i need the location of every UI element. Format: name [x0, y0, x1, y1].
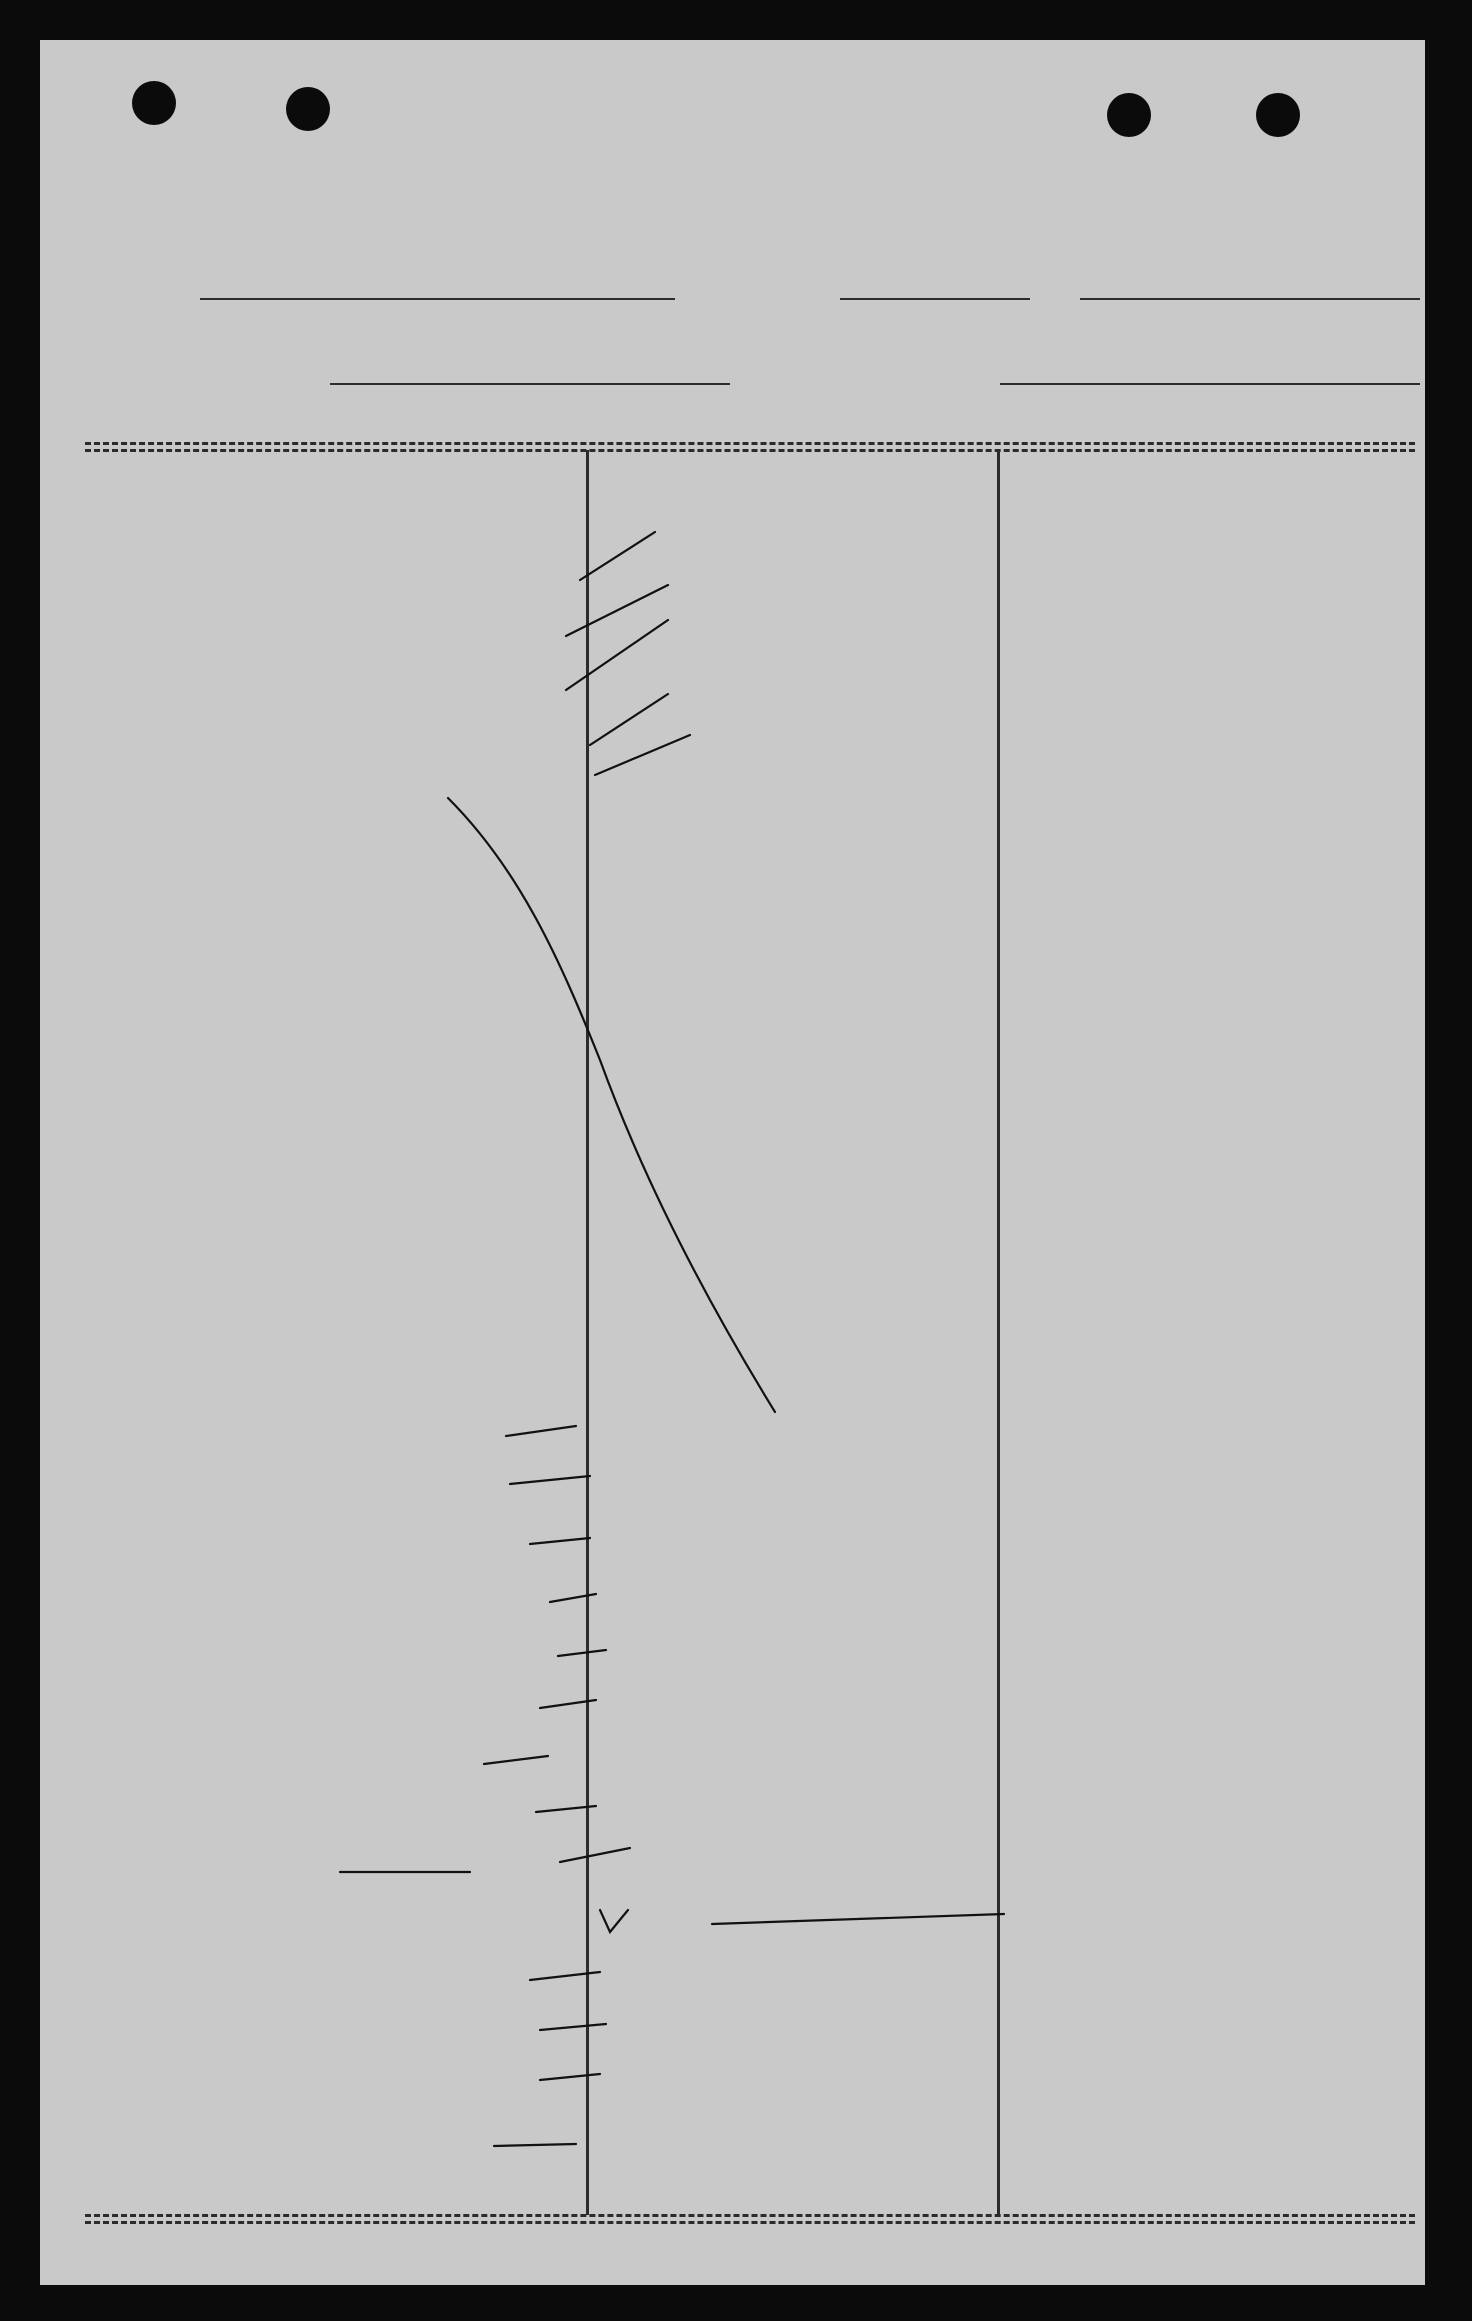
- check-mark-row-4: [590, 694, 668, 745]
- long-through-stroke: [448, 798, 775, 1412]
- dash-row-10: [558, 1650, 606, 1656]
- dash-row-9: [550, 1594, 596, 1602]
- tick-row-15: [600, 1910, 628, 1932]
- dash-row-11: [540, 1700, 596, 1708]
- dash-row-16: [530, 1972, 600, 1980]
- dash-row-12: [484, 1756, 548, 1764]
- check-mark-row-5: [595, 735, 690, 775]
- dash-row-13: [536, 1806, 596, 1812]
- dash-row-19: [494, 2144, 576, 2146]
- dash-row-8: [530, 1538, 590, 1544]
- dash-row-7: [510, 1476, 590, 1484]
- check-mark-row-1: [580, 532, 655, 580]
- dash-row-6: [506, 1426, 576, 1436]
- strike-row-15-ticket: [712, 1914, 1004, 1924]
- dash-row-14: [560, 1848, 630, 1862]
- dash-row-17: [540, 2024, 606, 2030]
- check-mark-row-3: [566, 620, 668, 690]
- check-mark-row-2: [566, 585, 668, 636]
- dash-row-18: [540, 2074, 600, 2080]
